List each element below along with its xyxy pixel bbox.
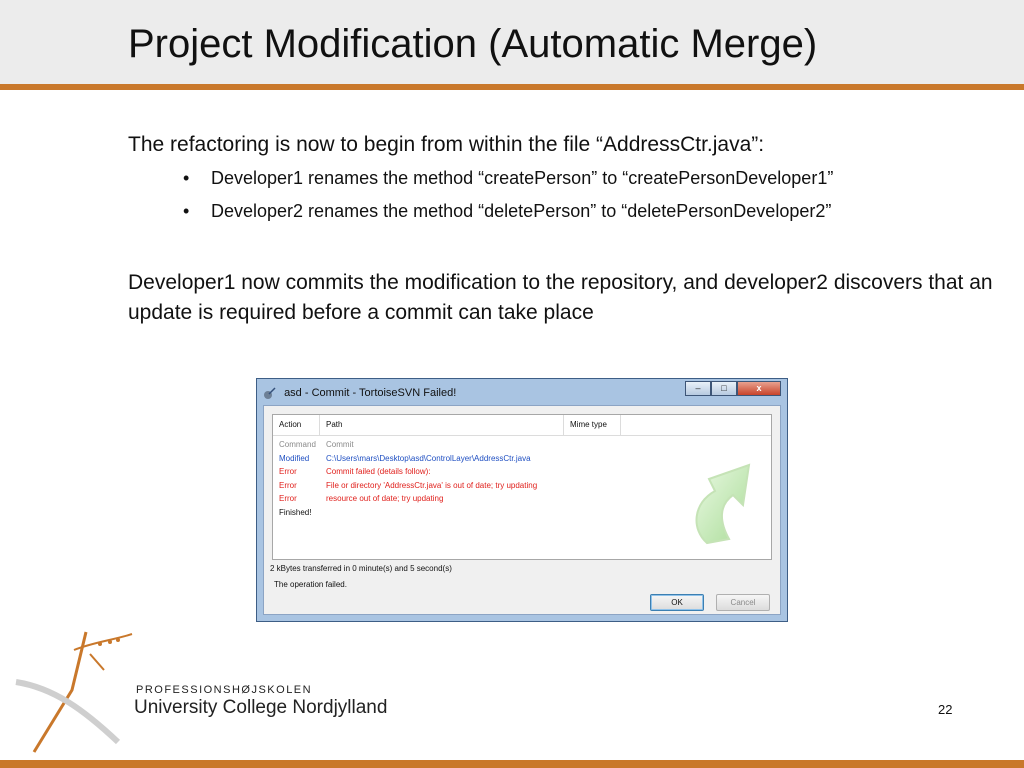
org-large-name: University College Nordjylland [134, 697, 388, 718]
bullet-text: Developer1 renames the method “createPerson” to “createPersonDeveloper1” [211, 168, 834, 188]
transfer-status: 2 kBytes transferred in 0 minute(s) and 5 second(s) [270, 564, 452, 573]
cancel-button[interactable]: Cancel [716, 594, 770, 611]
row-path: Commit failed (details follow): [326, 467, 431, 476]
window-controls [685, 381, 781, 397]
commit-arrow-icon [685, 459, 755, 545]
row-path: Commit [326, 440, 354, 449]
row-path: C:\Users\mars\Desktop\asd\ControlLayer\AddressCtr.java [326, 453, 531, 463]
svn-commit-dialog [256, 378, 788, 622]
org-small-name: PROFESSIONSHØJSKOLEN [136, 684, 313, 696]
bullet-item [183, 199, 833, 232]
footer-line [0, 760, 1024, 768]
column-action[interactable]: Action [273, 415, 320, 435]
row-action: Error [279, 494, 297, 503]
bullet-item [183, 166, 833, 199]
row-action: Modified [279, 453, 310, 463]
row-path: resource out of date; try updating [326, 494, 444, 503]
intro-text: The refactoring is now to begin from within the file “AddressCtr.java”: [128, 133, 765, 156]
maximize-button[interactable]: □ [711, 381, 737, 396]
tortoisesvn-icon [263, 386, 277, 400]
dialog-client-area [263, 405, 781, 615]
result-status: The operation failed. [274, 580, 347, 589]
column-mime-type[interactable]: Mime type [564, 415, 621, 435]
page-number: 22 [938, 702, 953, 717]
row-action: Error [279, 467, 297, 476]
minimize-button[interactable]: – [685, 381, 711, 396]
row-action: Finished! [279, 507, 312, 517]
bullet-list [183, 166, 833, 232]
bullet-text: Developer2 renames the method “deletePerson” to “deletePersonDeveloper2” [211, 201, 832, 221]
ok-button[interactable]: OK [650, 594, 704, 611]
title-underline [0, 84, 1024, 90]
college-logo-icon [14, 630, 134, 755]
slide-title: Project Modification (Automatic Merge) [128, 22, 818, 66]
close-button[interactable]: x [737, 381, 781, 396]
column-path[interactable]: Path [320, 415, 564, 435]
dialog-titlebar[interactable] [263, 383, 456, 403]
row-action: Command [279, 440, 316, 449]
row-action: Error [279, 480, 297, 490]
bullet-dot: • [183, 201, 190, 221]
bullet-dot: • [183, 168, 190, 188]
table-row[interactable] [273, 438, 771, 452]
dialog-title: asd - Commit - TortoiseSVN Failed! [284, 387, 457, 399]
list-header [273, 415, 771, 436]
commit-paragraph: Developer1 now commits the modification to the repository, and developer2 discovers that an update is required before a commit can take place [128, 271, 993, 324]
row-path: File or directory 'AddressCtr.java' is out of date; try updating [326, 480, 538, 490]
action-list[interactable] [272, 414, 772, 560]
